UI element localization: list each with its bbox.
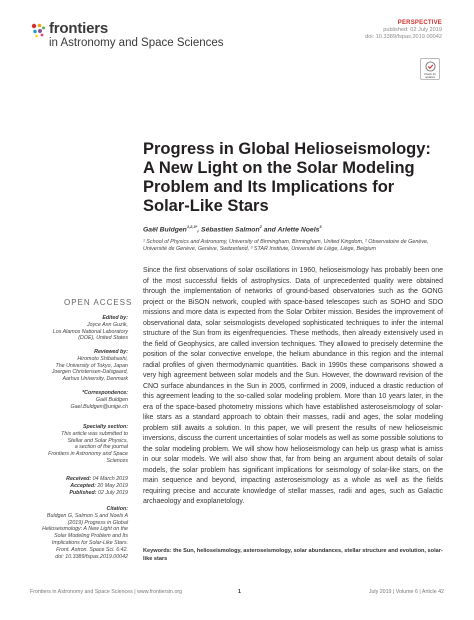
reviewed-by-heading: Reviewed by: [94, 349, 128, 355]
citation-line: Front. Astron. Space Sci. 6:42. [56, 546, 128, 553]
published-heading: Published: [69, 489, 97, 496]
reviewer-line: The University of Tokyo, Japan [55, 362, 128, 369]
footer-journal-site[interactable]: Frontiers in Astronomy and Space Sciences | www.frontiersin.org [30, 589, 183, 595]
reviewed-by-block [30, 349, 128, 383]
section-line: This article was submitted to [61, 430, 128, 437]
section-line: a section of the journal [74, 444, 128, 451]
correspondence-block [30, 390, 128, 410]
received-heading: Received: [66, 476, 92, 482]
article-title: Progress in Global Helioseismology: A New Light on the Solar Modeling Problem and Its Implications for Solar-Like Stars [143, 140, 431, 215]
citation-doi[interactable]: doi: 10.3389/fspas.2019.00042 [55, 553, 128, 560]
article-type: PERSPECTIVE [397, 20, 442, 26]
check-for-updates-label: Check for updates [424, 72, 436, 79]
section-line: Stellar and Solar Physics, [67, 437, 128, 444]
accepted-heading: Accepted: [70, 482, 96, 489]
section-line: Sciences [106, 457, 128, 464]
correspondence-name: Gaël Buldgen [95, 396, 128, 403]
article-doi[interactable]: doi: 10.3389/fspas.2019.00042 [365, 34, 442, 40]
section-line: Frontiers in Astronomy and Space [48, 451, 128, 458]
frontiers-logo-icon [30, 22, 46, 38]
published-date: published: 02 July 2019 [383, 27, 442, 33]
specialty-section-block [30, 424, 128, 465]
keywords [143, 548, 443, 563]
author-affil-sup: 2 [259, 224, 262, 229]
reviewer-line[interactable]: Hiromoto Shibahashi, [77, 355, 128, 362]
author-name[interactable]: Arlette Noels [277, 226, 320, 234]
abstract: Since the first observations of solar oscillations in 1960, helioseismology has probably been one of the most successful fields of astrophysics. Data of unprecedented quality were obtained through the implementation of networks of ground-based observatories such as the GONG project or the BiSON network, coupled with space-based telescopes such as SOHO and SDO missions and more data is expected from the Solar Orbiter mission. Besides the improvement of observational data, solar seismologists developed sophisticated techniques to infer the internal structure of the Sun from its eigenfrequencies. These methods, then already extensively used in the field of Geophysics, are called inversion techniques. They allowed to precisely determine the position of the solar convective envelope, the helium abundance in this region and the internal radial profiles of given thermodynamic quantities. Back in 1990s these comparisons showed a very high agreement between solar models and the Sun. However, the downward revision of the CNO surface abundances in the Sun in 2005, confirmed in 2009, induced a drastic reduction of this agreement leading to the so-called solar modeling problem. More than 10 years later, in the era of the space-based photometry missions which have established asteroseismology of solar-like stars as a standard approach to obtain their masses, radii and ages, the solar modeling problem still awaits a solution. In this paper, we will present the results of new helioseismic inversions, discuss the current uncertainties of solar models as well as some possible solutions to the solar modeling problem. We will show how helioseismology can help us grasp what is amiss in our solar models. We will also show that, far from being an argument about details of solar models, the solar problem has significant implications for seismology of solar-like stars, on the main sequence and beyond, impacting asteroseismology as a whole as well as the fields requiring precise and accurate knowledge of stellar masses, radii and ages, such as Galactic archaeology and exoplanetology. [143, 267, 443, 505]
open-access-label: OPEN ACCESS [64, 298, 133, 307]
editor-line: (DOE), United States [78, 335, 128, 342]
author-affil-sup: 3 [319, 224, 322, 229]
published-value: 02 July 2019 [97, 489, 128, 496]
received-value: 04 March 2019 [92, 476, 128, 482]
keywords-list: the Sun, helioseismology, asteroseismology, solar abundances, stellar structure and evolution, solar-like stars [143, 548, 443, 562]
citation-block [30, 506, 128, 560]
footer-issue-info: July 2019 | Volume 6 | Article 42 [368, 589, 444, 595]
accepted-date [30, 483, 128, 490]
citation-heading: Citation: [106, 506, 128, 512]
page-number: 1 [238, 589, 241, 595]
reviewer-line: Aarhus University, Denmark [62, 376, 128, 383]
citation-line: Buldgen G, Salmon S and Noels A [46, 512, 128, 519]
author-list: Gaël Buldgen$^{1,2,3*}$, Sébastien Salmon$^2$ and Arlette Noels$^3$ [143, 224, 322, 234]
author-name[interactable]: Gaël Buldgen [143, 226, 187, 234]
dates-block [30, 476, 128, 496]
reviewer-line[interactable]: Joergen Christensen-Dalsgaard, [51, 369, 128, 376]
specialty-section-heading: Specialty section: [82, 424, 128, 430]
keywords-label: Keywords: [143, 548, 172, 554]
citation-line: (2019) Progress in Global [67, 519, 128, 526]
author-name[interactable]: Sébastien Salmon [201, 226, 260, 234]
page-footer [30, 589, 444, 599]
citation-line: Helioseismology: A New Light on the [42, 526, 128, 533]
journal-name: in Astronomy and Space Sciences [49, 37, 224, 49]
accepted-value: 20 May 2019 [97, 482, 128, 489]
check-for-updates-button[interactable] [420, 58, 440, 80]
correspondence-heading: *Correspondence: [82, 390, 128, 396]
correspondence-email[interactable]: Gael.Buldgen@unige.ch [70, 403, 128, 410]
edited-by-block [30, 315, 128, 342]
received-date [30, 476, 128, 483]
citation-line: Implications for Solar-Like Stars. [51, 539, 128, 546]
published-date-side [30, 490, 128, 497]
journal-logo[interactable] [30, 20, 230, 52]
affiliations: ¹ School of Physics and Astronomy, University of Birmingham, Birmingham, United Kingdom, ² Observatoire de Genève, Université de Genève, Genève, Switzerland, ³ STAR Institute, Université de Liège, Liège, Belgium [143, 239, 429, 253]
journal-brand: frontiers [49, 20, 109, 37]
citation-line: Solar Modeling Problem and Its [54, 533, 128, 540]
edited-by-heading: Edited by: [102, 315, 128, 321]
article-meta [365, 20, 442, 41]
editor-line[interactable]: Joyce Ann Guzik, [86, 321, 128, 328]
author-affil-sup: 1,2,3* [186, 224, 198, 229]
update-check-icon [425, 61, 436, 72]
editor-line: Los Alamos National Laboratory [52, 328, 128, 335]
